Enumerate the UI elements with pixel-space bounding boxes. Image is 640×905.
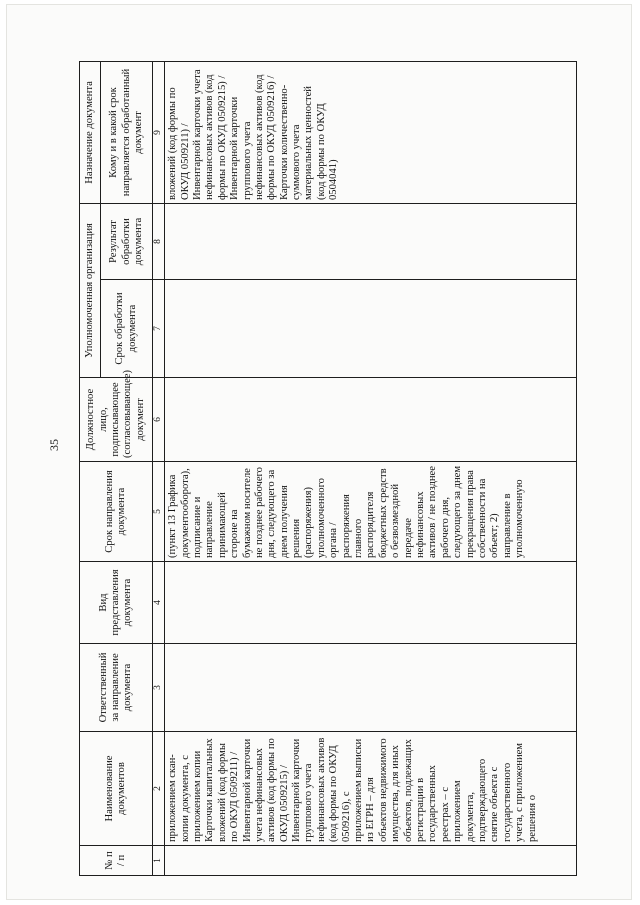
table-row bbox=[165, 62, 577, 876]
column-number-row bbox=[153, 62, 165, 876]
cell-deadline: (пункт 13 Графика документооборота), подписание и направление принимающей стороне на бумажном носителе не позднее рабочего дня, следующего за днем получения решения (распоряжения) уполномоченного органа / распоряжения главного распорядителя бюджетных средств о безвозмездной передаче нефинансовых активов / не позднее рабочего дня, следующего за днем прекращения права собственности на объект; 2) направление в уполномоченную bbox=[165, 462, 577, 562]
column-number: 2 bbox=[153, 732, 165, 846]
header-authorized-organization: Уполномоченная организация bbox=[80, 204, 101, 378]
cell-presentation-type bbox=[165, 562, 577, 644]
cell-responsible bbox=[165, 644, 577, 732]
cell-processing-result bbox=[165, 204, 577, 280]
cell-signing-official bbox=[165, 378, 577, 462]
header-signing-official: Должностное лицо, подписывающее (согласовывающее) документ bbox=[80, 378, 153, 462]
cell-number bbox=[165, 846, 577, 876]
document-workflow-table bbox=[79, 61, 577, 876]
header-deadline: Срок направления документа bbox=[80, 462, 153, 562]
header-recipient: Кому и в какой срок направляется обработанный документ bbox=[101, 62, 153, 204]
column-number: 7 bbox=[153, 280, 165, 378]
rotated-table-wrapper bbox=[79, 62, 577, 876]
header-document-purpose: Назначение документа bbox=[80, 62, 101, 204]
cell-recipient: вложений (код формы по ОКУД 0509211) / Инвентарной карточки учета нефинансовых активов (код формы по ОКУД 0509215) / Инвентарной карточки группового учета нефинансовых активов (код формы по ОКУД 0509216) / Карточки количественно-суммового учета материальных ценностей (код формы по ОКУД 0504041) bbox=[165, 62, 577, 204]
header-number: № п / п bbox=[80, 846, 153, 876]
header-processing-result: Результат обработки документа bbox=[101, 204, 153, 280]
page-scan bbox=[6, 4, 632, 900]
column-number: 3 bbox=[153, 644, 165, 732]
cell-document-name: приложением скан-копии документа, с приложением копии Карточки капитальных вложений (код формы по ОКУД 0509211) / Инвентарной карточки учета нефинансовых активов (код формы по ОКУД 0509215) / Инвентарной карточки группового учета нефинансовых активов (код формы по ОКУД 0509216), с приложением выписки из ЕГРН – для объектов недвижимого имущества, для иных объектов, подлежащих регистрации в государственных реестрах – с приложением документа, подтверждающего снятие объекта с государственного учета, с приложением решения о bbox=[165, 732, 577, 846]
header-row-1 bbox=[80, 62, 101, 876]
column-number: 8 bbox=[153, 204, 165, 280]
header-processing-time: Срок обработки документа bbox=[101, 280, 153, 378]
column-number: 4 bbox=[153, 562, 165, 644]
cell-processing-time bbox=[165, 280, 577, 378]
header-document-name: Наименование документов bbox=[80, 732, 153, 846]
column-number: 5 bbox=[153, 462, 165, 562]
header-presentation-type: Вид представления документа bbox=[80, 562, 153, 644]
header-responsible: Ответственный за направление документа bbox=[80, 644, 153, 732]
column-number: 9 bbox=[153, 62, 165, 204]
page-number: 35 bbox=[47, 439, 61, 451]
column-number: 1 bbox=[153, 846, 165, 876]
column-number: 6 bbox=[153, 378, 165, 462]
